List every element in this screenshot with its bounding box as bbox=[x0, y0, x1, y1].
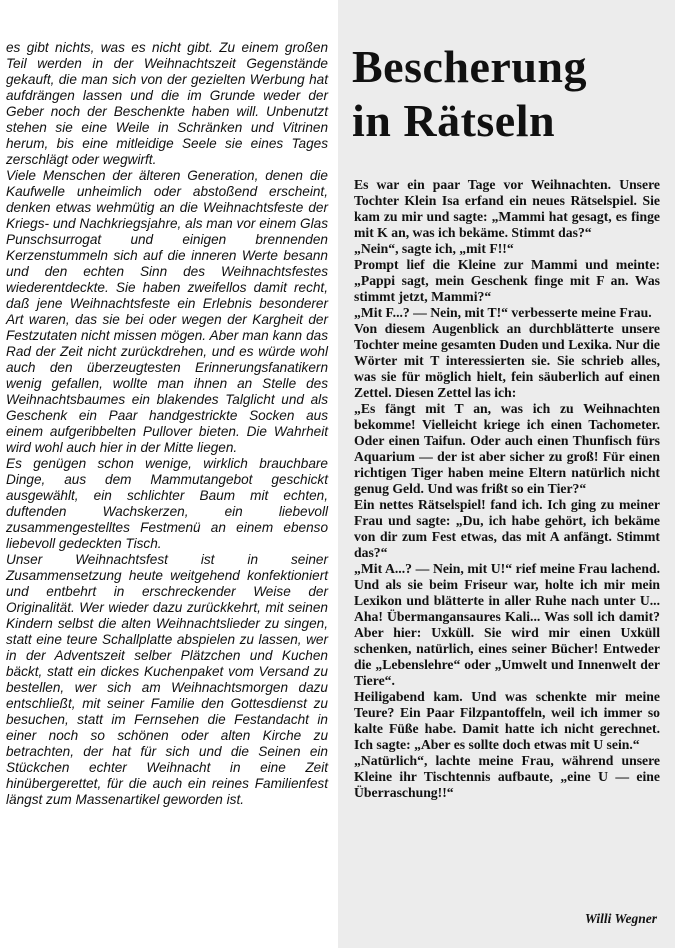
left-paragraph: es gibt nichts, was es nicht gibt. Zu einem großen Teil werden in der Weihnachtszeit Gegenstände gekauft, die man sich von der gezielten Werbung hat aufdrängen lassen und die im Grunde weder der Geber noch der Beschenkte haben will. Unbenutzt stehen sie eine Weile in Schränken und Vitrinen herum, bis eine mitleidige Seele sie eines Tages zerschlägt oder wegwirft. bbox=[6, 40, 328, 167]
story-paragraph: „Natürlich“, lachte meine Frau, während unsere Kleine ihr Tischtennis aufbaute, „eine U — eine Überraschung!!“ bbox=[354, 753, 660, 800]
article-title bbox=[352, 40, 662, 148]
left-column-text bbox=[6, 40, 328, 808]
left-paragraph: Unser Weihnachtsfest ist in seiner Zusammensetzung heute weitgehend konfektioniert und entbehrt in erschreckender Weise der Originalität. Wer wieder dazu zurückkehrt, mit seinen Kindern selbst die alten Weihnachtslieder zu singen, statt eine teure Schallplatte abspielen zu lassen, wer in der Adventszeit selber Plätzchen und Kuchen bäckt, statt ein dickes Kuchenpaket vom Versand zu bestellen, wer sich am Weihnachtsmorgen dazu entschließt, mit seiner Familie den Gottesdienst zu besuchen, statt im Fernsehen die Festandacht in einer noch so schönen oder alten Kirche zu betrachten, der hat für sich und die Seinen ein Stückchen echter Weihnacht in eine Zeit hinübergerettet, für die auch ein reines Familienfest längst zum Massenartikel geworden ist. bbox=[6, 552, 328, 807]
story-paragraph: „Mit F...? — Nein, mit T!“ verbesserte meine Frau. bbox=[354, 305, 652, 320]
left-paragraph: Es genügen schon wenige, wirklich brauchbare Dinge, aus dem Mammutangebot geschickt ausgewählt, ein schlichter Baum mit echten, duftenden Wachskerzen, ein liebevoll zusammengestelltes Festmenü an einem ebenso liebevoll gedeckten Tisch. bbox=[6, 456, 328, 551]
title-line: in Rätseln bbox=[352, 95, 556, 146]
story-text bbox=[354, 177, 660, 801]
story-paragraph: Ein nettes Rätselspiel! fand ich. Ich ging zu meiner Frau und sagte: „Du, ich habe gehört, ich bekäme von dir zum Fest etwas, das mit A anfängt. Stimmt das?“ bbox=[354, 497, 660, 560]
story-paragraph: Von diesem Augenblick an durchblätterte unsere Tochter meine gesamten Duden und Lexika. Nur die Wörter mit T interessierten sie. Sie schrieb alles, was sie für möglich hielt, fein säuberlich auf einen Zettel. Diesen Zettel las ich: bbox=[354, 321, 660, 400]
story-paragraph: Es war ein paar Tage vor Weihnachten. Unsere Tochter Klein Isa erfand ein neues Rätselspiel. Sie kam zu mir und sagte: „Mammi hat gesagt, es finge mit K an, was ich bekäme. Stimmt das?“ bbox=[354, 177, 660, 240]
author-byline: Willi Wegner bbox=[584, 911, 657, 926]
story-paragraph: „Nein“, sagte ich, „mit F!!“ bbox=[354, 241, 514, 256]
story-paragraph: Heiligabend kam. Und was schenkte mir meine Teure? Ein Paar Filzpantoffeln, weil ich immer so kalte Füße habe. Damit hatte ich nicht gerechnet. Ich sagte: „Aber es sollte doch etwas mit U sein.“ bbox=[354, 689, 660, 752]
story-paragraph: Prompt lief die Kleine zur Mammi und meinte: „Pappi sagt, mein Geschenk finge mit F an. Was stimmt jetzt, Mammi?“ bbox=[354, 257, 660, 304]
left-paragraph: Viele Menschen der älteren Generation, denen die Kaufwelle unheimlich oder abstoßend erscheint, denken etwas wehmütig an die Weihnachtsfeste der Kriegs- und Nachkriegsjahre, als man vor einem Glas Punschsurrogat und einigen brennenden Kerzenstummeln sich auf die inneren Werte besann und den echten Sinn des Weihnachtsfestes wiederentdeckte. Sie haben zweifellos damit recht, daß jene Weihnachtsfeste ein Erlebnis besonderer Art waren, das sie bei oder wegen der Kargheit der Festzutaten nicht missen mögen. Aber man kann das Rad der Zeit nicht zurückdrehen, und es würde wohl auch den überzeugtesten Erinnerungsfanatikern wenig gefallen, wollte man ihnen an Stelle des Weihnachtsbaumes ein blakendes Talglicht und als Geschenk ein Paar handgestrickte Socken aus einem aufgeribbelten Pullover bieten. Die Wahrheit wird wohl auch hier in der Mitte liegen. bbox=[6, 168, 328, 455]
title-line: Bescherung bbox=[352, 41, 587, 92]
story-paragraph: „Mit A...? — Nein, mit U!“ rief meine Frau lachend. Und als sie beim Friseur war, holte ich mir mein Lexikon und blätterte in aller Ruhe nach unter U... Aha! Übermangansaures Kali... Was soll ich damit? Aber hier: Uxküll. Sie wird mir einen Uxküll schenken, natürlich, eines seiner Bücher! Entweder die „Lebenslehre“ oder „Umwelt und Innenwelt der Tiere“. bbox=[354, 561, 660, 688]
story-paragraph: „Es fängt mit T an, was ich zu Weihnachten bekomme! Vielleicht kriege ich einen Tachometer. Oder einen Taifun. Oder auch einen Thunfisch fürs Aquarium — der ist aber sicher zu groß! Für einen richtigen Tiger haben meine Eltern natürlich nicht genug Geld. Und was frißt so ein Tier?“ bbox=[354, 401, 660, 496]
